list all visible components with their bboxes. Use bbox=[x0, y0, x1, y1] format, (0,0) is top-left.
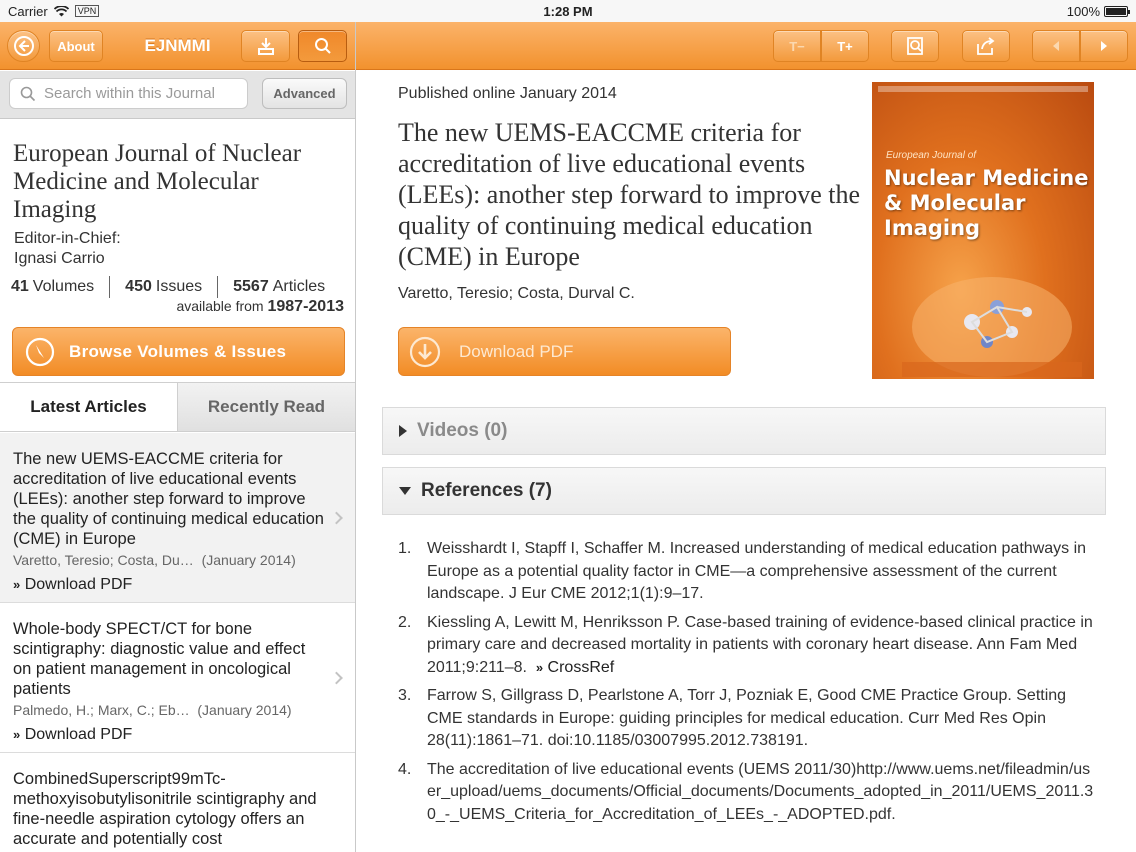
about-button[interactable]: About bbox=[49, 30, 103, 62]
wifi-icon bbox=[54, 6, 69, 17]
triangle-left-icon bbox=[1051, 40, 1061, 52]
reference-number: 2. bbox=[398, 613, 412, 631]
search-icon bbox=[314, 37, 332, 55]
editor-label: Editor-in-Chief: bbox=[14, 230, 121, 247]
pane-divider bbox=[355, 22, 356, 852]
tab-recently-read[interactable]: Recently Read bbox=[178, 383, 355, 431]
reference-item bbox=[398, 685, 1098, 753]
cover-small-text: European Journal of bbox=[886, 150, 977, 161]
article-meta bbox=[13, 552, 325, 568]
vpn-badge: VPN bbox=[75, 5, 100, 17]
cover-title: Nuclear Medicine & Molecular Imaging bbox=[884, 166, 1089, 240]
disclosure-collapsed-icon bbox=[399, 425, 407, 437]
battery-icon bbox=[1104, 6, 1128, 17]
advanced-search-button[interactable]: Advanced bbox=[262, 78, 347, 109]
find-in-page-icon bbox=[905, 36, 925, 56]
article-meta bbox=[13, 702, 325, 718]
reference-number: 4. bbox=[398, 760, 412, 778]
share-icon bbox=[975, 36, 997, 56]
search-field[interactable] bbox=[9, 78, 248, 109]
references-label: References (7) bbox=[421, 480, 552, 501]
next-article-button[interactable] bbox=[1080, 30, 1128, 62]
search-icon bbox=[20, 86, 36, 102]
compass-icon bbox=[25, 337, 55, 367]
reference-number: 3. bbox=[398, 687, 412, 704]
molecule-illustration bbox=[902, 227, 1082, 377]
share-button[interactable] bbox=[962, 30, 1010, 62]
article-date: (January 2014) bbox=[197, 702, 292, 718]
search-input[interactable] bbox=[44, 85, 234, 102]
available-range: 1987-2013 bbox=[267, 298, 344, 315]
crossref-link[interactable]: » CrossRef bbox=[535, 658, 615, 676]
articles-label: Articles bbox=[272, 278, 326, 295]
download-circle-icon bbox=[409, 336, 441, 368]
download-tray-icon bbox=[256, 36, 276, 56]
find-in-page-button[interactable] bbox=[891, 30, 939, 62]
article-title: Whole-body SPECT/CT for bone scintigraphy: diagnostic value and effect on patient management in oncological patients bbox=[13, 620, 306, 698]
reference-list bbox=[398, 538, 1098, 832]
reference-text: The accreditation of live educational events (UEMS 2011/30)http://www.uems.net/fileadmin/user_upload/uems_documents/Official_documents/Documents_adopted_in_2011/UEMS_2011.30_-_UEMS_Criteria_for_Accreditation_of_LEEs_-_ADOPTED.pdf. bbox=[427, 760, 1094, 823]
article-title: CombinedSuperscript99mTc-methoxyisobutylisonitrile scintigraphy and fine-needle aspiration cytology offers an accurate and potentially cost bbox=[13, 770, 317, 848]
editor-name: Ignasi Carrio bbox=[14, 250, 105, 267]
article-date: (January 2014) bbox=[201, 552, 296, 568]
videos-label: Videos (0) bbox=[417, 420, 508, 441]
download-pdf-link[interactable]: » Download PDF bbox=[13, 576, 133, 593]
chevron-right-icon bbox=[330, 671, 343, 684]
search-bar bbox=[0, 71, 355, 119]
download-pdf-button[interactable] bbox=[398, 327, 731, 376]
article-authors: Varetto, Teresio; Costa, Du… bbox=[13, 552, 194, 568]
reference-item bbox=[398, 538, 1098, 606]
article-tabs bbox=[0, 382, 355, 432]
reference-text: Kiessling A, Lewitt M, Henriksson P. Case-based training of evidence-based clinical practice in primary care and decreased mortality in patients with coronary heart disease. Ann Fam Med 2011;9:211–8. bbox=[427, 613, 1093, 676]
published-date: Published online January 2014 bbox=[398, 85, 617, 102]
browse-label: Browse Volumes & Issues bbox=[69, 341, 287, 361]
left-toolbar bbox=[0, 22, 355, 70]
article-authors: Varetto, Teresio; Costa, Durval C. bbox=[398, 285, 635, 302]
journal-abbrev-title: EJNMMI bbox=[144, 36, 211, 55]
article-title: The new UEMS-EACCME criteria for accreditation of live educational events (LEEs): another step forward to improve the quality of continuing medical education (CME) in Europe bbox=[13, 450, 324, 548]
journal-cover-image[interactable] bbox=[872, 82, 1094, 379]
articles-count: 5567 bbox=[233, 278, 269, 295]
search-toggle-button[interactable] bbox=[298, 30, 347, 62]
battery-percent: 100% bbox=[1066, 3, 1100, 19]
clock: 1:28 PM bbox=[543, 3, 593, 19]
references-section-header[interactable] bbox=[382, 467, 1106, 515]
list-item[interactable] bbox=[0, 753, 355, 852]
text-smaller-button[interactable]: T− bbox=[773, 30, 821, 62]
download-pdf-label: Download PDF bbox=[459, 341, 574, 361]
article-authors: Palmedo, H.; Marx, C.; Eb… bbox=[13, 702, 190, 718]
tab-latest-articles[interactable]: Latest Articles bbox=[0, 383, 178, 431]
text-larger-button[interactable]: T+ bbox=[821, 30, 869, 62]
list-item[interactable] bbox=[0, 603, 355, 753]
issues-label: Issues bbox=[155, 278, 203, 295]
videos-section-header[interactable] bbox=[382, 407, 1106, 455]
journal-info-panel bbox=[0, 120, 355, 382]
chevron-right-icon bbox=[330, 511, 343, 524]
issues-count: 450 bbox=[125, 278, 152, 295]
download-issue-button[interactable] bbox=[241, 30, 290, 62]
reference-text: Weisshardt I, Stapff I, Schaffer M. Increased understanding of medical education pathways in Europe as a potential quality factor in CME—a comprehensive assessment of the current landscape. J Eur CME 2012;1(1):9–17. bbox=[427, 540, 1087, 602]
reference-number: 1. bbox=[398, 540, 412, 557]
volumes-count: 41 bbox=[11, 278, 29, 295]
reference-item bbox=[398, 759, 1098, 827]
back-button[interactable] bbox=[7, 30, 40, 62]
disclosure-expanded-icon bbox=[399, 487, 411, 495]
status-bar bbox=[0, 0, 1136, 22]
reference-text: Farrow S, Gillgrass D, Pearlstone A, Torr J, Pozniak E, Good CME Practice Group. Setting CME standards in Europe: guiding principles for medical education. Curr Med Res Opin 28(11):1861–71. doi:10.1185/03007995.2012.738191. bbox=[427, 687, 1067, 749]
journal-stats bbox=[11, 276, 347, 298]
reference-item bbox=[398, 612, 1098, 680]
triangle-right-icon bbox=[1099, 40, 1109, 52]
back-arrow-icon bbox=[13, 35, 35, 57]
previous-article-button[interactable] bbox=[1032, 30, 1080, 62]
list-item[interactable] bbox=[0, 433, 355, 603]
volumes-label: Volumes bbox=[32, 278, 95, 295]
article-heading: The new UEMS-EACCME criteria for accreditation of live educational events (LEEs): another step forward to improve the quality of continuing medical education (CME) in Europe bbox=[398, 118, 861, 271]
carrier-label: Carrier bbox=[8, 3, 48, 19]
download-pdf-label: Download PDF bbox=[24, 576, 133, 593]
download-pdf-label: Download PDF bbox=[24, 726, 133, 743]
availability bbox=[176, 298, 344, 316]
journal-title: European Journal of Nuclear Medicine and Molecular Imaging bbox=[13, 140, 302, 223]
article-list bbox=[0, 433, 355, 852]
download-pdf-link[interactable]: » Download PDF bbox=[13, 726, 133, 743]
browse-volumes-button[interactable] bbox=[12, 327, 345, 376]
right-toolbar bbox=[356, 22, 1136, 70]
available-label: available from bbox=[176, 298, 264, 314]
